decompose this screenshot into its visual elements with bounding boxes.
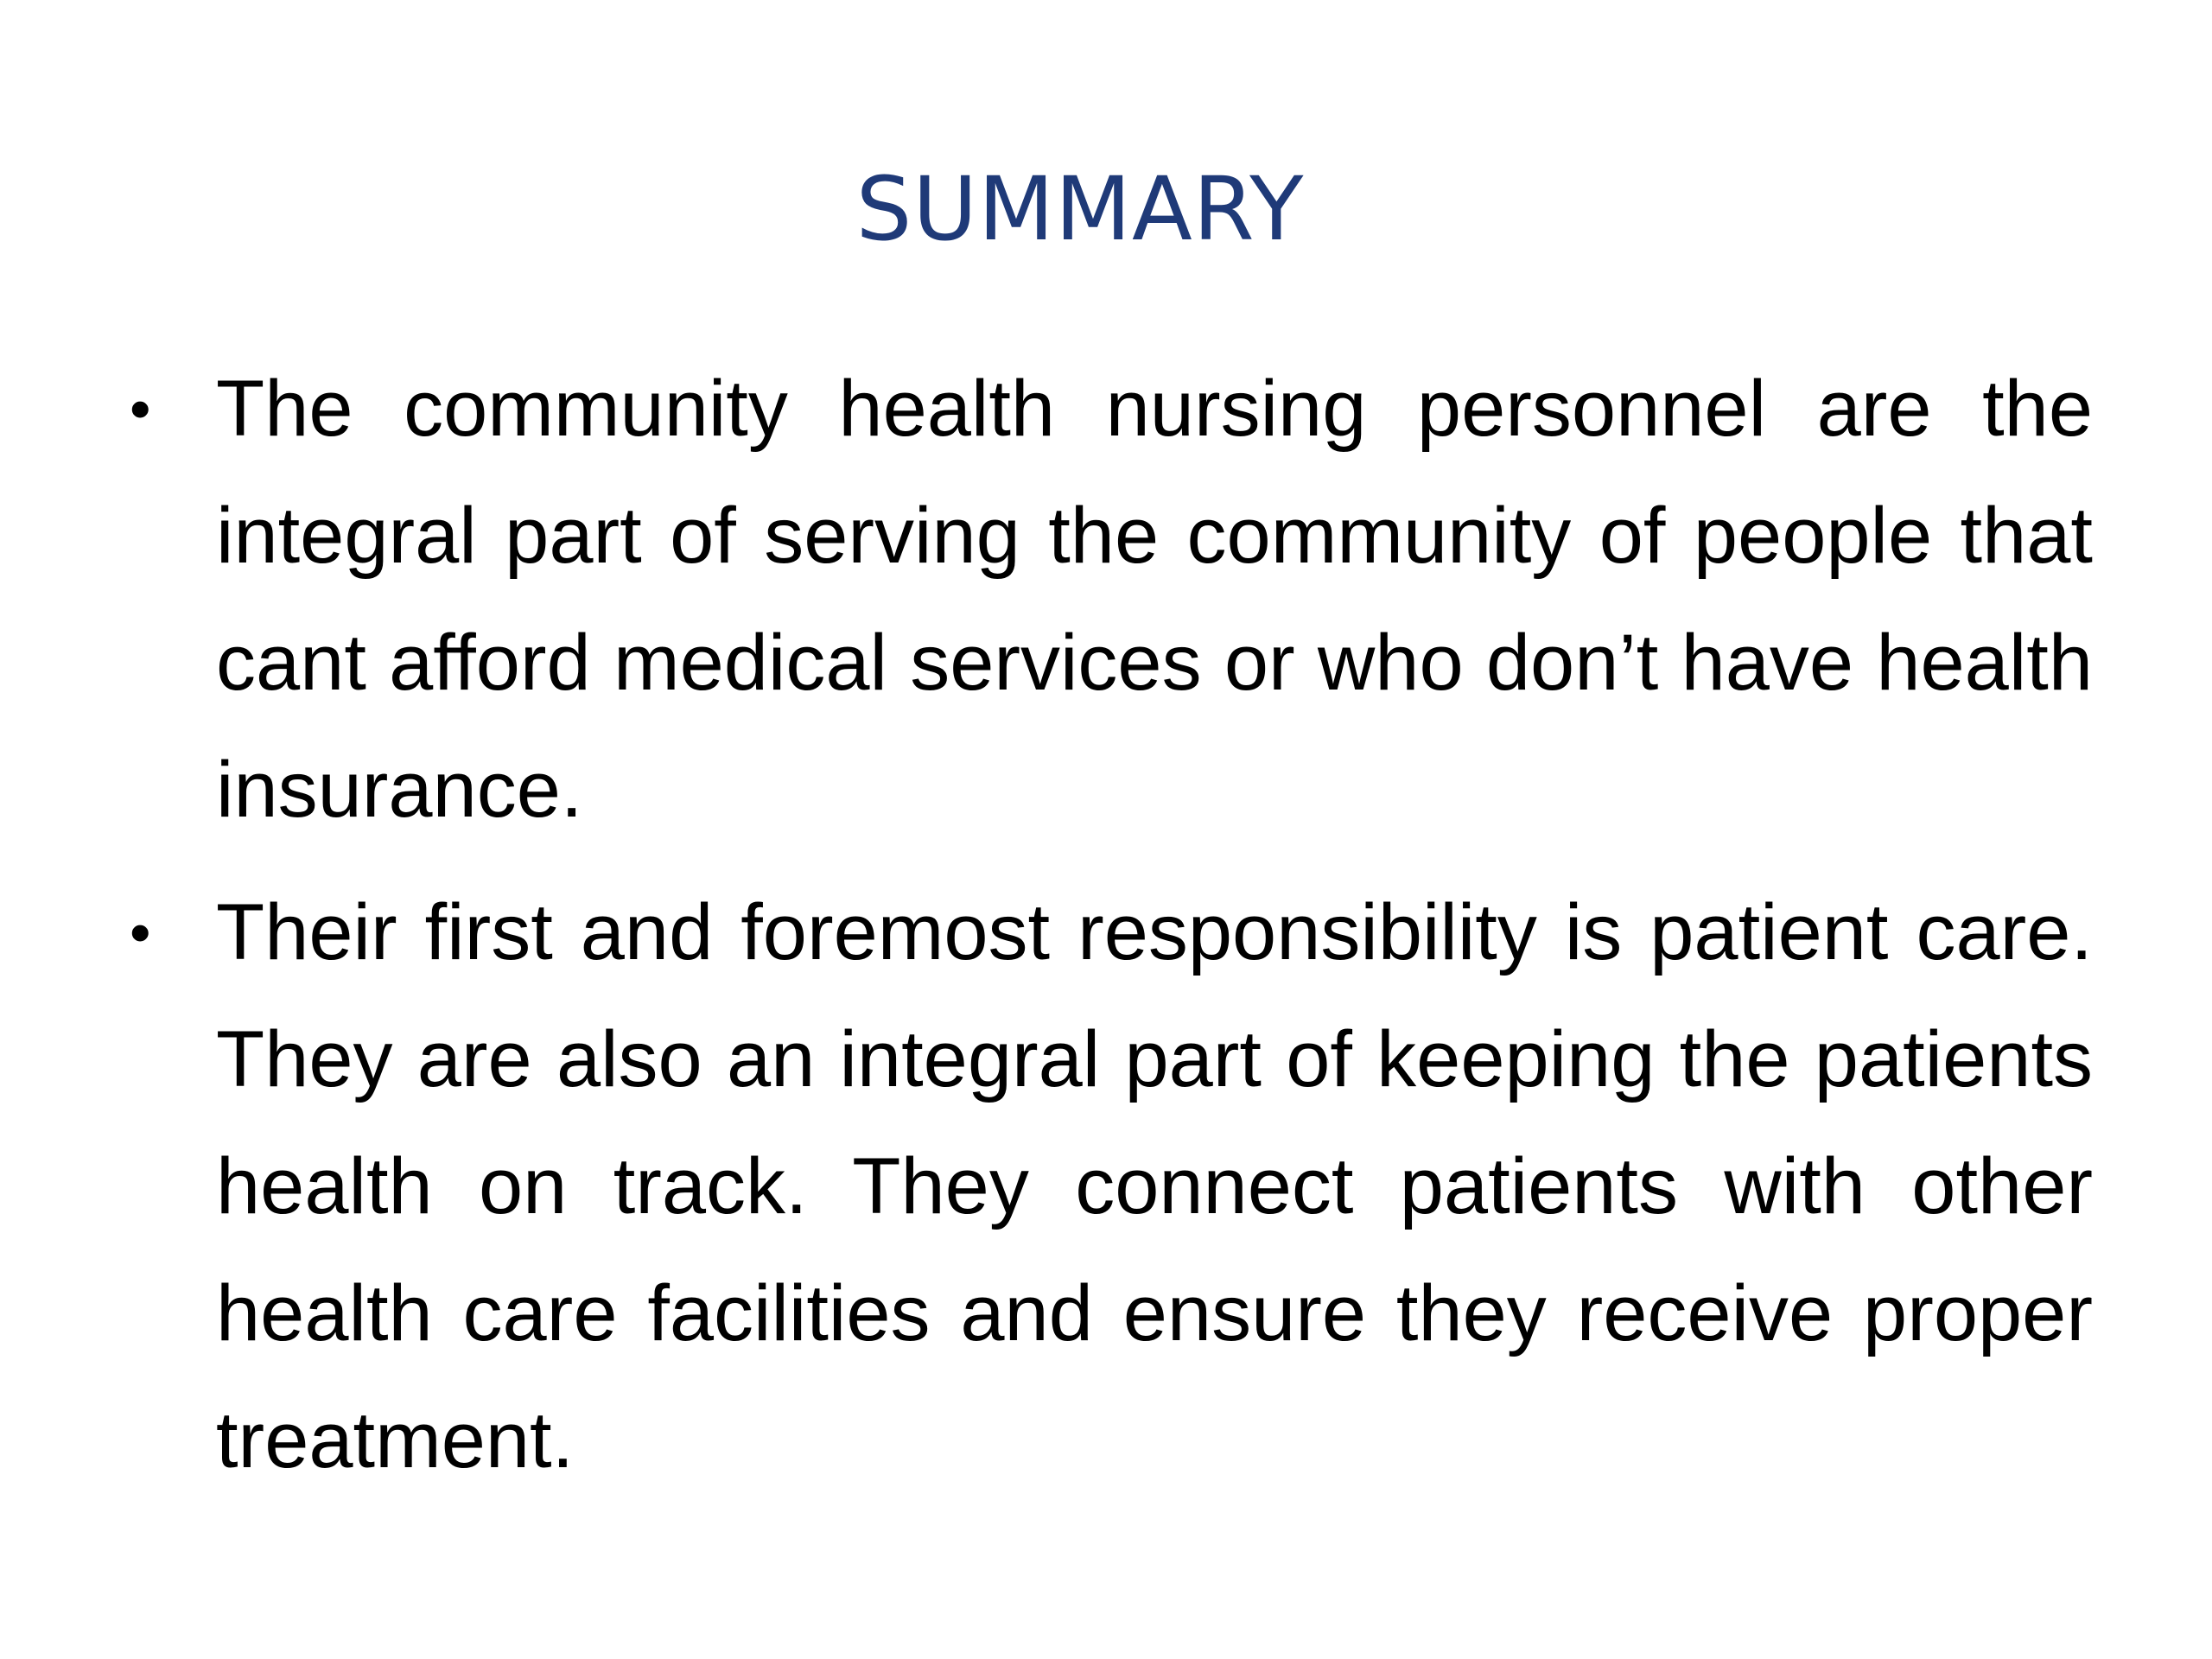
bullet-list bbox=[130, 346, 2093, 1504]
bullet-item-1 bbox=[130, 346, 2093, 854]
bullet-marker-icon: • bbox=[130, 899, 151, 966]
bullet-marker-icon: • bbox=[130, 375, 151, 442]
bullet-text-2: Their first and foremost responsibility is patient care. They are also an integral part of keeping the patients health on track. They connect patients with other health care facilities and ensure they receive proper treatment. bbox=[216, 888, 2093, 1484]
bullet-item-2 bbox=[130, 869, 2093, 1504]
bullet-text-1: The community health nursing personnel are the integral part of serving the community of people that cant afford medical services or who don’t have health insurance. bbox=[216, 365, 2093, 834]
slide-title: SUMMARY bbox=[855, 158, 1305, 261]
